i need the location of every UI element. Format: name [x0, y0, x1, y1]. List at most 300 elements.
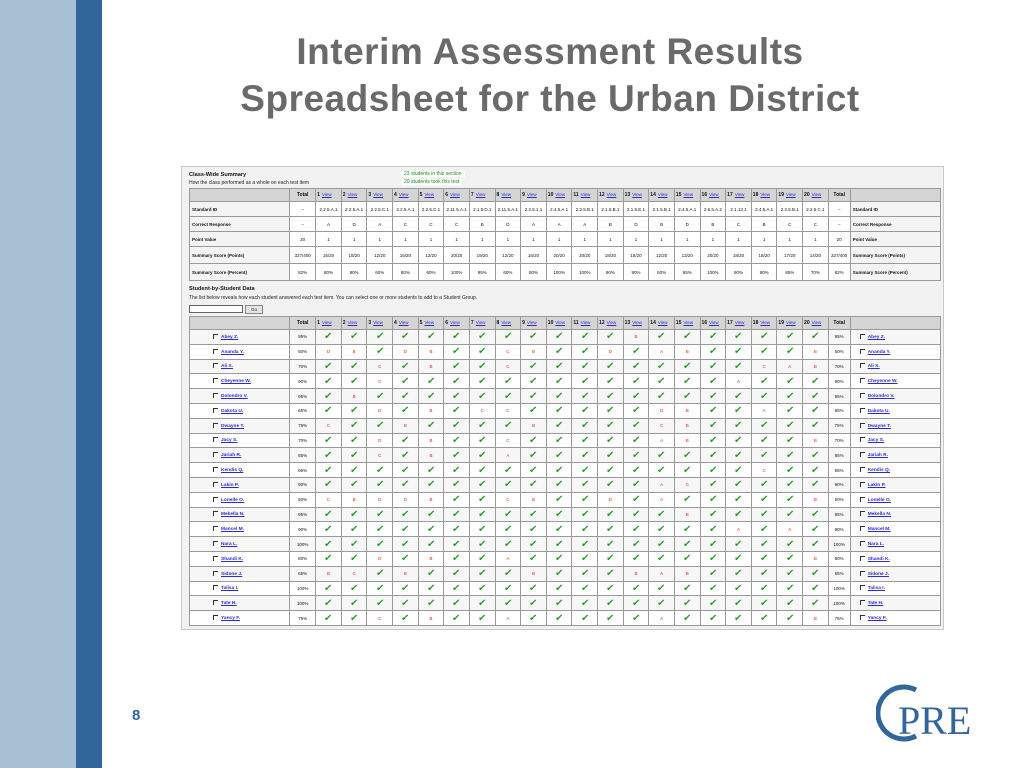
student-name-link[interactable]: Dakota U.	[867, 408, 890, 414]
student-answer-cell	[418, 389, 444, 404]
student-answer-cell	[700, 344, 726, 359]
incorrect-answer: A	[660, 615, 664, 621]
correct-check-icon: ✓	[759, 478, 769, 491]
student-checkbox[interactable]	[860, 600, 865, 605]
student-answer-cell	[803, 463, 829, 478]
student-answer-cell	[700, 330, 726, 345]
student-name-link[interactable]: Ali X.	[867, 364, 880, 370]
student-checkbox[interactable]	[860, 423, 865, 428]
student-name-link[interactable]: Tate H.	[221, 601, 237, 607]
summary-view-link[interactable]: View	[606, 192, 617, 197]
student-total-end: 100%	[828, 581, 850, 596]
student-name-link[interactable]: Shandi K.	[221, 556, 244, 562]
student-checkbox[interactable]	[213, 467, 218, 472]
student-answer-cell	[341, 477, 367, 492]
student-answer-cell	[418, 359, 444, 374]
student-view-link[interactable]: View	[683, 320, 694, 325]
correct-check-icon: ✓	[579, 552, 590, 565]
student-view-link[interactable]: View	[785, 320, 796, 325]
student-answer-cell	[674, 507, 700, 522]
student-checkbox[interactable]	[860, 452, 865, 457]
correct-check-icon: ✓	[451, 375, 462, 388]
incorrect-answer: D	[378, 408, 382, 414]
student-answer-cell	[751, 566, 777, 581]
correct-check-icon: ✓	[323, 523, 334, 536]
student-answer-cell	[367, 359, 393, 374]
summary-cell: 90%	[751, 264, 777, 281]
student-total-end: 95%	[828, 330, 850, 345]
student-checkbox[interactable]	[213, 585, 218, 590]
correct-check-icon: ✓	[477, 597, 487, 610]
student-item-number: 8	[496, 320, 500, 326]
summary-cell: D	[495, 217, 521, 232]
student-answer-cell	[700, 522, 726, 537]
student-checkbox[interactable]	[860, 615, 865, 620]
student-name-link[interactable]: Jacy S.	[867, 438, 885, 444]
summary-header-item	[700, 189, 726, 202]
student-name-link[interactable]: Yancy F.	[867, 616, 887, 622]
student-checkbox[interactable]	[213, 541, 218, 546]
student-view-link[interactable]: View	[811, 320, 822, 325]
correct-check-icon: ✓	[323, 330, 334, 343]
summary-view-link[interactable]: View	[347, 192, 358, 197]
student-name-cell	[190, 344, 290, 359]
summary-cell: 12/20	[495, 247, 521, 264]
student-name-link[interactable]: Sidone J.	[867, 571, 890, 577]
correct-check-icon: ✓	[374, 419, 385, 432]
summary-cell: B	[751, 217, 777, 232]
student-answer-cell	[777, 344, 803, 359]
summary-view-link[interactable]: View	[373, 192, 383, 197]
summary-view-link[interactable]: View	[683, 192, 694, 197]
summary-view-link[interactable]: View	[657, 192, 668, 197]
correct-check-icon: ✓	[656, 449, 667, 462]
incorrect-answer: C	[378, 615, 382, 621]
correct-check-icon: ✓	[400, 523, 411, 536]
correct-check-icon: ✓	[733, 597, 744, 610]
student-view-link[interactable]: View	[632, 320, 642, 325]
student-answer-cell	[521, 433, 547, 448]
student-answer-cell	[572, 463, 598, 478]
student-answer-cell	[393, 522, 419, 537]
incorrect-answer: B	[403, 571, 407, 577]
student-answer-cell	[495, 522, 521, 537]
student-answer-cell	[700, 611, 726, 626]
student-checkbox[interactable]	[213, 437, 218, 442]
student-answer-cell	[495, 551, 521, 566]
student-checkbox[interactable]	[213, 452, 218, 457]
correct-check-icon: ✓	[708, 330, 718, 343]
student-answer-cell	[418, 611, 444, 626]
student-name-link[interactable]: Talisa I.	[221, 586, 239, 592]
summary-view-link[interactable]: View	[785, 192, 796, 197]
student-answer-cell	[777, 374, 803, 389]
student-name-link[interactable]: Lonelle O.	[867, 497, 891, 503]
summary-cell: D	[623, 217, 649, 232]
correct-check-icon: ✓	[733, 449, 744, 462]
summary-row-total-end: 20	[828, 232, 850, 247]
student-view-link[interactable]: View	[398, 320, 409, 325]
student-name-link[interactable]: Dakota U.	[221, 408, 244, 414]
student-checkbox[interactable]	[860, 408, 865, 413]
student-view-link[interactable]: View	[657, 320, 668, 325]
student-checkbox[interactable]	[860, 467, 865, 472]
summary-header-item	[495, 189, 521, 202]
correct-check-icon: ✓	[349, 552, 359, 565]
student-view-link[interactable]: View	[606, 320, 617, 325]
student-name-link[interactable]: Ali X.	[221, 364, 233, 370]
student-name-cell-right	[850, 537, 940, 552]
correct-check-icon: ✓	[579, 612, 590, 624]
student-answer-cell	[777, 537, 803, 552]
student-answer-cell	[623, 596, 649, 611]
student-answer-cell	[444, 418, 470, 433]
student-name-cell	[190, 551, 290, 566]
correct-check-icon: ✓	[631, 345, 641, 358]
student-checkbox[interactable]	[213, 378, 218, 383]
student-answer-cell	[546, 330, 572, 345]
student-answer-cell	[700, 551, 726, 566]
student-name-link[interactable]: Lonelle O.	[221, 497, 245, 503]
student-checkbox[interactable]	[860, 541, 865, 546]
student-view-link[interactable]: View	[475, 320, 486, 325]
student-answer-cell	[751, 477, 777, 492]
student-answer-cell	[700, 492, 726, 507]
student-checkbox[interactable]	[213, 334, 218, 339]
student-answer-cell	[367, 433, 393, 448]
student-total: 100%	[290, 581, 316, 596]
student-answer-cell	[521, 492, 547, 507]
student-name-link[interactable]: Nara L.	[221, 542, 238, 548]
student-checkbox[interactable]	[860, 482, 865, 487]
student-answer-cell	[623, 581, 649, 596]
student-view-link[interactable]: View	[424, 320, 435, 325]
student-answer-cell	[469, 492, 495, 507]
student-name-cell-right	[850, 477, 940, 492]
incorrect-answer: B	[685, 408, 689, 414]
student-checkbox[interactable]	[860, 437, 865, 442]
summary-cell: 12/20	[649, 247, 675, 264]
student-answer-cell	[803, 522, 829, 537]
student-name-link[interactable]: Cheyenne W.	[867, 379, 898, 385]
student-name-link[interactable]: Jariah R.	[221, 453, 242, 459]
incorrect-answer: C	[326, 423, 331, 429]
correct-check-icon: ✓	[708, 538, 718, 550]
student-checkbox[interactable]	[213, 408, 218, 413]
student-total-end: 95%	[828, 507, 850, 522]
summary-cell: 1	[598, 232, 624, 247]
student-answer-cell	[393, 403, 419, 418]
student-checkbox[interactable]	[860, 393, 865, 398]
summary-view-link[interactable]: View	[555, 192, 566, 197]
student-answer-cell	[726, 581, 752, 596]
student-checkbox[interactable]	[860, 511, 865, 516]
incorrect-answer: C	[326, 497, 331, 503]
incorrect-answer: B	[352, 393, 356, 399]
student-answer-cell	[649, 492, 675, 507]
summary-cell: 18/20	[598, 247, 624, 264]
student-answer-cell	[444, 477, 470, 492]
student-item-number: 12	[599, 320, 605, 326]
correct-check-icon: ✓	[323, 404, 334, 417]
summary-cell: B	[649, 217, 675, 232]
student-view-link[interactable]: View	[734, 320, 745, 325]
student-checkbox[interactable]	[213, 556, 218, 561]
student-view-link[interactable]: View	[321, 320, 332, 325]
student-name-link[interactable]: Mancel M.	[867, 527, 891, 533]
student-answer-cell	[700, 566, 726, 581]
student-checkbox[interactable]	[213, 349, 218, 354]
student-answer-cell	[469, 581, 495, 596]
student-checkbox[interactable]	[860, 378, 865, 383]
student-view-link[interactable]: View	[373, 320, 383, 325]
summary-row-total: --	[290, 217, 316, 232]
student-name-link[interactable]: Lakin P.	[221, 482, 239, 488]
student-group-input[interactable]	[189, 305, 243, 313]
student-answer-cell	[521, 566, 547, 581]
student-name-link[interactable]: Kendis Q.	[221, 468, 244, 474]
student-header-blank-right	[850, 317, 940, 330]
student-checkbox[interactable]	[213, 497, 218, 502]
student-answer-cell	[546, 611, 572, 626]
student-name-link[interactable]: Mancel M.	[221, 527, 244, 533]
correct-check-icon: ✓	[605, 478, 616, 491]
student-answer-cell	[572, 344, 598, 359]
student-item-number: 10	[547, 320, 554, 326]
student-name-link[interactable]: Ananda Y.	[221, 349, 244, 355]
correct-check-icon: ✓	[759, 582, 769, 595]
correct-check-icon: ✓	[631, 582, 641, 595]
student-answer-cell	[572, 596, 598, 611]
student-answer-cell	[572, 403, 598, 418]
correct-check-icon: ✓	[400, 508, 411, 521]
correct-check-icon: ✓	[708, 449, 718, 462]
correct-check-icon: ✓	[708, 552, 718, 565]
correct-check-icon: ✓	[554, 582, 564, 595]
student-header-item	[316, 317, 342, 330]
correct-check-icon: ✓	[400, 404, 411, 417]
student-checkbox[interactable]	[860, 334, 865, 339]
student-name-link[interactable]: Sidone J.	[221, 571, 243, 577]
incorrect-answer: B	[352, 349, 356, 355]
summary-cell: 2.4.5.A.1	[751, 202, 777, 217]
student-answer-cell	[777, 611, 803, 626]
student-name-link[interactable]: Abey Z.	[221, 334, 239, 340]
student-name-link[interactable]: Dolondro V.	[867, 394, 895, 400]
student-view-link[interactable]: View	[580, 320, 591, 325]
summary-cell: B	[700, 217, 726, 232]
student-checkbox[interactable]	[213, 363, 218, 368]
student-name-link[interactable]: Abey Z.	[867, 334, 886, 340]
student-checkbox[interactable]	[860, 363, 865, 368]
summary-view-link[interactable]: View	[321, 192, 332, 197]
student-item-number: 14	[650, 320, 656, 326]
summary-item-number: 15	[675, 192, 682, 198]
student-checkbox[interactable]	[860, 585, 865, 590]
incorrect-answer: B	[403, 423, 407, 429]
incorrect-answer: D	[326, 349, 331, 355]
student-answer-cell	[726, 403, 752, 418]
correct-check-icon: ✓	[759, 434, 769, 447]
student-view-link[interactable]: View	[555, 320, 566, 325]
student-answer-cell	[495, 537, 521, 552]
go-button[interactable]: Go	[245, 305, 263, 314]
correct-check-icon: ✓	[759, 345, 769, 358]
student-answer-cell	[674, 344, 700, 359]
correct-check-icon: ✓	[656, 464, 667, 476]
student-answer-cell	[316, 330, 342, 345]
summary-view-link[interactable]: View	[450, 192, 460, 197]
student-checkbox[interactable]	[213, 526, 218, 531]
student-answer-cell	[674, 596, 700, 611]
correct-check-icon: ✓	[400, 375, 411, 388]
student-name-cell	[190, 477, 290, 492]
student-answer-cell	[521, 596, 547, 611]
summary-cell: 1	[623, 232, 649, 247]
incorrect-answer: C	[378, 363, 382, 369]
student-view-link[interactable]: View	[709, 320, 719, 325]
summary-view-link[interactable]: View	[734, 192, 745, 197]
student-name-link[interactable]: Talisa I.	[867, 586, 885, 592]
student-name-link[interactable]: Jariah R.	[867, 453, 888, 459]
summary-view-link[interactable]: View	[398, 192, 409, 197]
student-name-link[interactable]: Yancy F.	[221, 616, 240, 622]
student-checkbox[interactable]	[213, 571, 218, 576]
student-answer-cell	[418, 596, 444, 611]
student-name-cell	[190, 418, 290, 433]
student-answer-cell	[649, 374, 675, 389]
correct-check-icon: ✓	[784, 419, 795, 432]
correct-check-icon: ✓	[605, 330, 616, 343]
student-answer-cell	[546, 418, 572, 433]
summary-row-total-end: --	[828, 217, 850, 232]
student-answer-cell	[341, 374, 367, 389]
correct-check-icon: ✓	[451, 582, 462, 595]
student-row	[190, 492, 941, 507]
student-name-link[interactable]: Lakin P.	[867, 482, 886, 488]
student-header-item	[521, 317, 547, 330]
student-checkbox[interactable]	[860, 526, 865, 531]
student-answer-cell	[803, 551, 829, 566]
student-answer-cell	[803, 330, 829, 345]
student-checkbox[interactable]	[213, 600, 218, 605]
student-answer-cell	[469, 359, 495, 374]
summary-item-number: 20	[804, 192, 810, 198]
student-view-link[interactable]: View	[450, 320, 460, 325]
student-name-link[interactable]: Dolondro V.	[221, 394, 248, 400]
summary-cell: 18/20	[726, 247, 752, 264]
student-answer-cell	[623, 507, 649, 522]
student-checkbox[interactable]	[860, 571, 865, 576]
student-answer-cell	[598, 330, 624, 345]
summary-header-total: Total	[290, 189, 316, 202]
summary-view-link[interactable]: View	[475, 192, 486, 197]
correct-check-icon: ✓	[374, 390, 385, 402]
student-answer-cell	[649, 507, 675, 522]
student-view-link[interactable]: View	[760, 320, 771, 325]
student-checkbox[interactable]	[860, 349, 865, 354]
student-name-link[interactable]: Dwayne T.	[221, 423, 245, 429]
student-view-link[interactable]: View	[526, 320, 537, 325]
student-name-cell-right	[850, 492, 940, 507]
correct-check-icon: ✓	[554, 419, 564, 432]
summary-view-link[interactable]: View	[501, 192, 512, 197]
student-answer-cell	[598, 389, 624, 404]
student-name-link[interactable]: Mekella N.	[221, 512, 245, 518]
student-answer-cell	[341, 330, 367, 345]
correct-check-icon: ✓	[579, 493, 590, 506]
summary-header-item	[469, 189, 495, 202]
correct-check-icon: ✓	[579, 508, 590, 521]
student-view-link[interactable]: View	[347, 320, 358, 325]
student-answer-cell	[341, 389, 367, 404]
student-checkbox[interactable]	[213, 511, 218, 516]
student-answer-cell	[649, 581, 675, 596]
student-answer-cell	[367, 492, 393, 507]
class-summary-subheading: How the class performed as a whole on each test item	[189, 180, 310, 186]
correct-check-icon: ✓	[503, 538, 513, 550]
student-checkbox[interactable]	[860, 497, 865, 502]
summary-view-link[interactable]: View	[580, 192, 591, 197]
student-answer-cell	[726, 448, 752, 463]
summary-row-label: Summary Score (Points)	[190, 247, 290, 264]
student-name-link[interactable]: Shandi K.	[867, 556, 890, 562]
student-answer-cell	[700, 596, 726, 611]
student-checkbox[interactable]	[213, 393, 218, 398]
student-checkbox[interactable]	[213, 615, 218, 620]
student-answer-cell	[726, 433, 752, 448]
summary-cell: 2.2.5.B.1	[777, 202, 803, 217]
student-answer-cell	[521, 448, 547, 463]
student-name-link[interactable]: Jacy S.	[221, 438, 238, 444]
student-item-number: 20	[804, 320, 810, 326]
student-answer-cell	[803, 403, 829, 418]
summary-view-link[interactable]: View	[760, 192, 771, 197]
correct-check-icon: ✓	[400, 597, 411, 610]
student-answer-cell	[444, 463, 470, 478]
student-view-link[interactable]: View	[501, 320, 512, 325]
student-header-item	[367, 317, 393, 330]
student-answer-cell	[393, 581, 419, 596]
student-row	[190, 463, 941, 478]
student-name-cell-right	[850, 344, 940, 359]
correct-check-icon: ✓	[605, 434, 616, 447]
summary-view-link[interactable]: View	[632, 192, 642, 197]
student-checkbox[interactable]	[213, 423, 218, 428]
student-name-link[interactable]: Cheyenne W.	[221, 379, 251, 385]
summary-cell: 1	[521, 232, 547, 247]
student-name-link[interactable]: Ananda Y.	[867, 349, 891, 355]
summary-view-link[interactable]: View	[811, 192, 822, 197]
student-name-link[interactable]: Tate H.	[867, 601, 884, 607]
student-answer-cell	[649, 330, 675, 345]
summary-view-link[interactable]: View	[424, 192, 435, 197]
student-answer-cell	[649, 611, 675, 626]
summary-cell: 2.2.5.B.1	[572, 202, 598, 217]
incorrect-answer: B	[813, 497, 817, 503]
summary-view-link[interactable]: View	[709, 192, 719, 197]
student-answer-cell	[751, 551, 777, 566]
student-name-link[interactable]: Nara L.	[867, 542, 884, 548]
summary-view-link[interactable]: View	[526, 192, 537, 197]
correct-check-icon: ✓	[323, 538, 334, 550]
student-checkbox[interactable]	[860, 556, 865, 561]
student-total: 95%	[290, 389, 316, 404]
student-name-link[interactable]: Mekella N.	[867, 512, 892, 518]
student-checkbox[interactable]	[213, 482, 218, 487]
student-name-link[interactable]: Kendis Q.	[867, 468, 891, 474]
student-name-link[interactable]: Dwayne T.	[867, 423, 891, 429]
